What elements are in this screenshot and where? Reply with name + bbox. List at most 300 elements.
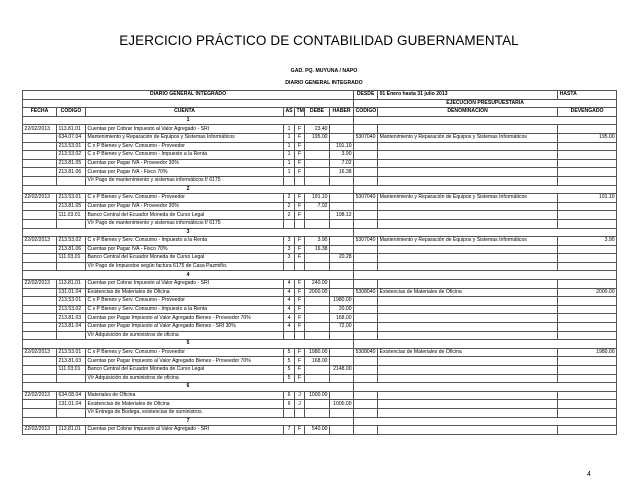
- table-row: [23, 348, 617, 357]
- cell-codigo-presupuesto: [354, 159, 378, 168]
- cell-denominacion: [378, 305, 558, 314]
- cell-debe: [305, 219, 330, 228]
- cell-haber: 1000.00: [330, 400, 354, 409]
- desde-label: DESDE: [354, 91, 378, 100]
- note-row: [23, 176, 617, 185]
- cell-devengado: [558, 400, 617, 409]
- cell-debe: 191.10: [305, 194, 330, 203]
- cell-tm: [295, 331, 305, 340]
- budget-empty: [354, 340, 617, 349]
- cell-tm: [295, 219, 305, 228]
- cell-codigo: 213.81.05: [57, 202, 86, 211]
- cell-devengado: [558, 262, 617, 271]
- cell-debe: 2000.00: [305, 288, 330, 297]
- cell-fecha: [23, 245, 57, 254]
- cell-haber: 198.12: [330, 211, 354, 220]
- table-row: [23, 159, 617, 168]
- cell-as: [284, 331, 295, 340]
- cell-codigo: 213.81.04: [57, 323, 86, 332]
- cell-haber: [330, 426, 354, 435]
- entry-note: V/r Pago de Impuestos según factura 6175 de Casa Pazmiño.: [86, 262, 284, 271]
- cell-as: 7: [284, 426, 295, 435]
- cell-codigo: [57, 219, 86, 228]
- table-row: [23, 400, 617, 409]
- cell-devengado: [558, 202, 617, 211]
- cell-codigo: [57, 331, 86, 340]
- cell-as: 1: [284, 151, 295, 160]
- cell-as: 1: [284, 159, 295, 168]
- cell-tm: F: [295, 348, 305, 357]
- cell-haber: 168.00: [330, 314, 354, 323]
- cell-debe: [305, 176, 330, 185]
- cell-cuenta: Banco Central del Ecuador Moneda de Curso Legal: [86, 254, 284, 263]
- cell-as: 2: [284, 202, 295, 211]
- cell-as: 4: [284, 323, 295, 332]
- cell-fecha: [23, 211, 57, 220]
- cell-debe: [305, 366, 330, 375]
- cell-fecha: 22/02/2013: [23, 426, 57, 435]
- entry-number-row: [23, 116, 617, 125]
- table-row: [23, 426, 617, 435]
- cell-denominacion: [378, 280, 558, 289]
- cell-as: [284, 176, 295, 185]
- table-row: [23, 125, 617, 134]
- entry-note: V/r Pago de mantenimiento y sistemas informáticos f/ 6175: [86, 176, 284, 185]
- report-name: DIARIO GENERAL INTEGRADO: [285, 80, 363, 86]
- col-debe: DEBE: [305, 108, 330, 117]
- budget-empty: [354, 417, 617, 426]
- cell-codigo-presupuesto: [354, 254, 378, 263]
- cell-fecha: [23, 219, 57, 228]
- note-row: [23, 331, 617, 340]
- cell-haber: [330, 125, 354, 134]
- journal-table: [22, 90, 617, 435]
- cell-denominacion: Mantenimiento y Reparación de Equipos y Sistemas Informáticos: [378, 133, 558, 142]
- cell-as: 6: [284, 391, 295, 400]
- cell-fecha: [23, 168, 57, 177]
- cell-denominacion: [378, 323, 558, 332]
- cell-fecha: [23, 288, 57, 297]
- budget-empty: [354, 271, 617, 280]
- cell-as: 6: [284, 400, 295, 409]
- cell-denominacion: [378, 151, 558, 160]
- cell-debe: [305, 262, 330, 271]
- cell-tm: F: [295, 297, 305, 306]
- table-row: [23, 245, 617, 254]
- cell-codigo: 213.81.03: [57, 357, 86, 366]
- cell-haber: 3.90: [330, 151, 354, 160]
- cell-fecha: 22/02/2013: [23, 125, 57, 134]
- cell-fecha: [23, 357, 57, 366]
- cell-denominacion: [378, 159, 558, 168]
- table-row: [23, 305, 617, 314]
- cell-as: 4: [284, 288, 295, 297]
- cell-denominacion: [378, 168, 558, 177]
- cell-debe: [305, 323, 330, 332]
- cell-codigo-presupuesto: [354, 426, 378, 435]
- entry-note: V/r Pago de mantenimiento y sistemas informáticos f/ 6175: [86, 219, 284, 228]
- cell-codigo-presupuesto: [354, 408, 378, 417]
- note-row: [23, 219, 617, 228]
- cell-cuenta: Cuentas por Pagar IVA - Proveedor 30%: [86, 202, 284, 211]
- cell-haber: [330, 374, 354, 383]
- cell-debe: 1000.00: [305, 391, 330, 400]
- cell-denominacion: [378, 426, 558, 435]
- cell-debe: 16.38: [305, 245, 330, 254]
- cell-tm: F: [295, 314, 305, 323]
- cell-codigo-presupuesto: [354, 374, 378, 383]
- entry-note: V/r Entrega de Bodega, existencias de suministros.: [86, 408, 284, 417]
- budget-empty: [354, 185, 617, 194]
- table-row: [23, 142, 617, 151]
- cell-devengado: [558, 314, 617, 323]
- cell-cuenta: C x P Bienes y Serv. Consumo - Proveedor: [86, 348, 284, 357]
- cell-cuenta: Cuentas por Pagar Impuesto al Valor Agregado Bienes - Proveedor 70%: [86, 357, 284, 366]
- cell-denominacion: [378, 331, 558, 340]
- cell-denominacion: [378, 400, 558, 409]
- table-row: [23, 133, 617, 142]
- cell-codigo-presupuesto: [354, 305, 378, 314]
- cell-codigo-presupuesto: [354, 245, 378, 254]
- cell-devengado: [558, 408, 617, 417]
- cell-codigo-presupuesto: [354, 400, 378, 409]
- cell-codigo-presupuesto: [354, 125, 378, 134]
- cell-fecha: 22/02/2013: [23, 237, 57, 246]
- cell-denominacion: [378, 211, 558, 220]
- cell-haber: [330, 348, 354, 357]
- cell-cuenta: Cuentas por Pagar Impuesto al Valor Agregado Bienes - SRI 30%: [86, 323, 284, 332]
- table-row: [23, 151, 617, 160]
- cell-debe: [305, 142, 330, 151]
- col-denominacion: DENOMINACION: [378, 108, 558, 117]
- cell-devengado: [558, 297, 617, 306]
- cell-devengado: [558, 142, 617, 151]
- entry-number: 5: [23, 340, 354, 349]
- entry-number: 7: [23, 417, 354, 426]
- cell-haber: [330, 280, 354, 289]
- cell-cuenta: C x P Bienes y Serv. Consumo - Proveedor: [86, 142, 284, 151]
- cell-debe: [305, 331, 330, 340]
- cell-codigo: 131.01.04: [57, 288, 86, 297]
- cell-codigo-presupuesto: [354, 202, 378, 211]
- col-cuenta: CUENTA: [86, 108, 284, 117]
- col-tm: TM: [296, 108, 304, 115]
- entry-number: 1: [23, 116, 354, 125]
- cell-codigo: 213.81.03: [57, 314, 86, 323]
- table-row: [23, 323, 617, 332]
- cell-devengado: [558, 323, 617, 332]
- cell-tm: F: [295, 133, 305, 142]
- table-row: [23, 374, 617, 383]
- entry-number-row: [23, 340, 617, 349]
- cell-debe: [305, 297, 330, 306]
- cell-debe: [305, 400, 330, 409]
- cell-codigo-presupuesto: 5308040: [354, 348, 378, 357]
- cell-devengado: 191.10: [558, 194, 617, 203]
- cell-denominacion: [378, 314, 558, 323]
- cell-codigo: 213.53.01: [57, 297, 86, 306]
- cell-codigo: [57, 262, 86, 271]
- cell-codigo-presupuesto: [354, 151, 378, 160]
- cell-codigo-presupuesto: [354, 314, 378, 323]
- cell-denominacion: [378, 374, 558, 383]
- cell-codigo-presupuesto: [354, 331, 378, 340]
- cell-as: 1: [284, 142, 295, 151]
- cell-as: 2: [284, 211, 295, 220]
- cell-as: 5: [284, 374, 295, 383]
- cell-cuenta: Cuentas por Cobrar Impuesto al Valor Agregado - SRI: [86, 280, 284, 289]
- cell-cuenta: Cuentas por Pagar IVA - Fisco 70%: [86, 245, 284, 254]
- cell-denominacion: [378, 391, 558, 400]
- cell-codigo: 213.81.06: [57, 245, 86, 254]
- cell-codigo-presupuesto: [354, 262, 378, 271]
- entry-number: 2: [23, 185, 354, 194]
- cell-denominacion: [378, 125, 558, 134]
- cell-devengado: [558, 168, 617, 177]
- cell-fecha: [23, 151, 57, 160]
- cell-fecha: [23, 305, 57, 314]
- cell-fecha: [23, 297, 57, 306]
- diario-header: DIARIO GENERAL INTEGRADO: [23, 91, 354, 100]
- cell-cuenta: Mantenimiento y Reparación de Equipos y Sistemas Informáticos: [86, 133, 284, 142]
- cell-debe: [305, 314, 330, 323]
- cell-fecha: [23, 366, 57, 375]
- cell-cuenta: C x P Bienes y Serv. Consumo - Proveedor: [86, 297, 284, 306]
- cell-fecha: [23, 408, 57, 417]
- cell-tm: F: [295, 159, 305, 168]
- cell-codigo: 113.81.01: [57, 426, 86, 435]
- cell-codigo: 113.81.01: [57, 280, 86, 289]
- cell-tm: F: [295, 237, 305, 246]
- entry-number-row: [23, 383, 617, 392]
- cell-denominacion: [378, 254, 558, 263]
- cell-fecha: 22/02/2013: [23, 280, 57, 289]
- cell-codigo: 113.81.01: [57, 125, 86, 134]
- cell-codigo: 213.53.02: [57, 237, 86, 246]
- cell-debe: [305, 168, 330, 177]
- cell-codigo: 111.03.01: [57, 366, 86, 375]
- cell-codigo-presupuesto: [354, 168, 378, 177]
- table-row: [23, 280, 617, 289]
- cell-fecha: [23, 142, 57, 151]
- table-row: [23, 168, 617, 177]
- col-fecha: FECHA: [23, 108, 57, 117]
- cell-as: 3: [284, 237, 295, 246]
- cell-cuenta: Cuentas por Cobrar Impuesto al Valor Agregado - SRI: [86, 426, 284, 435]
- cell-cuenta: Cuentas por Pagar Impuesto al Valor Agregado Bienes - Proveedor 70%: [86, 314, 284, 323]
- cell-tm: F: [295, 151, 305, 160]
- table-row: [23, 202, 617, 211]
- cell-codigo-presupuesto: 5307040: [354, 237, 378, 246]
- cell-codigo: 111.03.01: [57, 254, 86, 263]
- cell-haber: [330, 262, 354, 271]
- cell-devengado: [558, 219, 617, 228]
- cell-tm: F: [295, 305, 305, 314]
- cell-tm: F: [295, 194, 305, 203]
- cell-denominacion: [378, 176, 558, 185]
- cell-cuenta: Banco Central del Ecuador Moneda de Curso Legal: [86, 211, 284, 220]
- cell-debe: [305, 151, 330, 160]
- cell-haber: [330, 133, 354, 142]
- cell-tm: F: [295, 426, 305, 435]
- cell-fecha: [23, 314, 57, 323]
- cell-denominacion: Mantenimiento y Reparación de Equipos y Sistemas Informáticos: [378, 237, 558, 246]
- cell-as: [284, 262, 295, 271]
- cell-codigo-presupuesto: [354, 323, 378, 332]
- cell-haber: 191.10: [330, 142, 354, 151]
- cell-codigo: 213.53.02: [57, 305, 86, 314]
- cell-tm: [295, 262, 305, 271]
- cell-cuenta: C x P Bienes y Serv. Consumo - Proveedor: [86, 194, 284, 203]
- cell-fecha: 22/02/2013: [23, 391, 57, 400]
- cell-as: 4: [284, 297, 295, 306]
- table-row: [23, 391, 617, 400]
- cell-tm: F: [295, 142, 305, 151]
- cell-as: 3: [284, 254, 295, 263]
- cell-debe: 240.00: [305, 280, 330, 289]
- cell-denominacion: Existencias de Materiales de Oficina: [378, 348, 558, 357]
- cell-codigo: 213.53.01: [57, 348, 86, 357]
- cell-haber: 16.38: [330, 168, 354, 177]
- cell-codigo: 213.53.01: [57, 142, 86, 151]
- cell-haber: [330, 202, 354, 211]
- cell-devengado: [558, 254, 617, 263]
- cell-denominacion: Mantenimiento y Reparación de Equipos y Sistemas Informáticos: [378, 194, 558, 203]
- cell-debe: 7.02: [305, 202, 330, 211]
- cell-haber: [330, 288, 354, 297]
- cell-debe: 195.00: [305, 133, 330, 142]
- cell-devengado: 195.00: [558, 133, 617, 142]
- cell-debe: 168.00: [305, 357, 330, 366]
- table-row: [23, 211, 617, 220]
- cell-codigo: 634.07.04: [57, 133, 86, 142]
- ejecucion-header: EJECUCION PRESUPUESTARIA: [354, 99, 617, 108]
- cell-tm: [295, 408, 305, 417]
- cell-codigo-presupuesto: [354, 142, 378, 151]
- cell-tm: F: [295, 357, 305, 366]
- cell-cuenta: C x P Bienes y Serv. Consumo - Impuesto a la Renta: [86, 151, 284, 160]
- cell-fecha: [23, 133, 57, 142]
- table-row: [23, 237, 617, 246]
- cell-tm: F: [295, 374, 305, 383]
- entry-number-row: [23, 228, 617, 237]
- cell-codigo: 213.81.05: [57, 159, 86, 168]
- cell-codigo-presupuesto: [354, 391, 378, 400]
- cell-denominacion: [378, 357, 558, 366]
- col-codigo: CODIGO: [57, 108, 86, 117]
- cell-haber: [330, 194, 354, 203]
- cell-haber: [330, 391, 354, 400]
- cell-codigo: [57, 176, 86, 185]
- cell-denominacion: [378, 262, 558, 271]
- cell-devengado: [558, 357, 617, 366]
- cell-codigo-presupuesto: [354, 176, 378, 185]
- cell-cuenta: V/r Adquisición de suministros de oficina: [86, 374, 284, 383]
- cell-devengado: [558, 125, 617, 134]
- cell-codigo-presupuesto: [354, 366, 378, 375]
- cell-as: [284, 408, 295, 417]
- cell-haber: [330, 176, 354, 185]
- cell-cuenta: Materiales de Oficina: [86, 391, 284, 400]
- col-codigo-presupuesto: CODIGO: [355, 108, 377, 115]
- cell-denominacion: [378, 408, 558, 417]
- cell-haber: 1980.00: [330, 297, 354, 306]
- cell-devengado: [558, 280, 617, 289]
- cell-fecha: [23, 323, 57, 332]
- cell-tm: F: [295, 280, 305, 289]
- cell-cuenta: Cuentas por Cobrar Impuesto al Valor Agregado - SRI: [86, 125, 284, 134]
- hasta-label: HASTA: [558, 91, 617, 100]
- cell-codigo: 213.53.02: [57, 151, 86, 160]
- cell-fecha: [23, 331, 57, 340]
- cell-tm: F: [295, 245, 305, 254]
- cell-debe: 1980.00: [305, 348, 330, 357]
- cell-codigo: [57, 374, 86, 383]
- cell-tm: F: [295, 125, 305, 134]
- cell-haber: 7.02: [330, 159, 354, 168]
- cell-debe: [305, 211, 330, 220]
- cell-tm: F: [295, 288, 305, 297]
- cell-cuenta: Existencias de Materiales de Oficina: [86, 400, 284, 409]
- cell-codigo-presupuesto: 5307040: [354, 194, 378, 203]
- cell-as: 1: [284, 133, 295, 142]
- page-number: 4: [587, 471, 591, 478]
- cell-fecha: [23, 159, 57, 168]
- cell-debe: [305, 159, 330, 168]
- cell-fecha: 22/02/2013: [23, 348, 57, 357]
- cell-devengado: [558, 159, 617, 168]
- cell-haber: [330, 331, 354, 340]
- cell-cuenta: C x P Bienes y Serv. Consumo - Impuesto a la Renta: [86, 237, 284, 246]
- cell-haber: [330, 245, 354, 254]
- cell-devengado: [558, 426, 617, 435]
- cell-tm: F: [295, 254, 305, 263]
- cell-fecha: [23, 254, 57, 263]
- cell-denominacion: Existencias de Materiales de Oficina: [378, 288, 558, 297]
- entry-number: 6: [23, 383, 354, 392]
- col-devengado: DEVENGADO: [558, 108, 617, 117]
- entry-number: 3: [23, 228, 354, 237]
- entry-note: V/r Adquisición de suministros de oficina: [86, 331, 284, 340]
- cell-debe: [305, 374, 330, 383]
- cell-devengado: 3.90: [558, 237, 617, 246]
- page-title: EJERCICIO PRÁCTICO DE CONTABILIDAD GUBERNAMENTAL: [119, 33, 519, 48]
- col-as: AS: [285, 108, 293, 115]
- cell-haber: [330, 357, 354, 366]
- cell-cuenta: Cuentas por Pagar IVA - Proveedor 30%: [86, 159, 284, 168]
- cell-denominacion: [378, 142, 558, 151]
- cell-haber: 20.00: [330, 305, 354, 314]
- col-haber: HABER: [330, 108, 354, 117]
- cell-devengado: [558, 151, 617, 160]
- cell-devengado: [558, 176, 617, 185]
- desde-value: 01 Enero hasta 31 julio 2013: [378, 91, 558, 100]
- cell-fecha: [23, 400, 57, 409]
- table-row: [23, 194, 617, 203]
- cell-codigo-presupuesto: [354, 357, 378, 366]
- cell-denominacion: [378, 245, 558, 254]
- cell-tm: F: [295, 323, 305, 332]
- note-row: [23, 408, 617, 417]
- cell-devengado: [558, 366, 617, 375]
- entry-number-row: [23, 417, 617, 426]
- cell-cuenta: Existencias de Materiales de Oficina: [86, 288, 284, 297]
- cell-debe: [305, 254, 330, 263]
- cell-fecha: 22/02/2013: [23, 194, 57, 203]
- entity-name: GAD. PQ. MUYUNA / NAPO: [290, 68, 358, 74]
- cell-codigo-presupuesto: [354, 280, 378, 289]
- cell-debe: [305, 408, 330, 417]
